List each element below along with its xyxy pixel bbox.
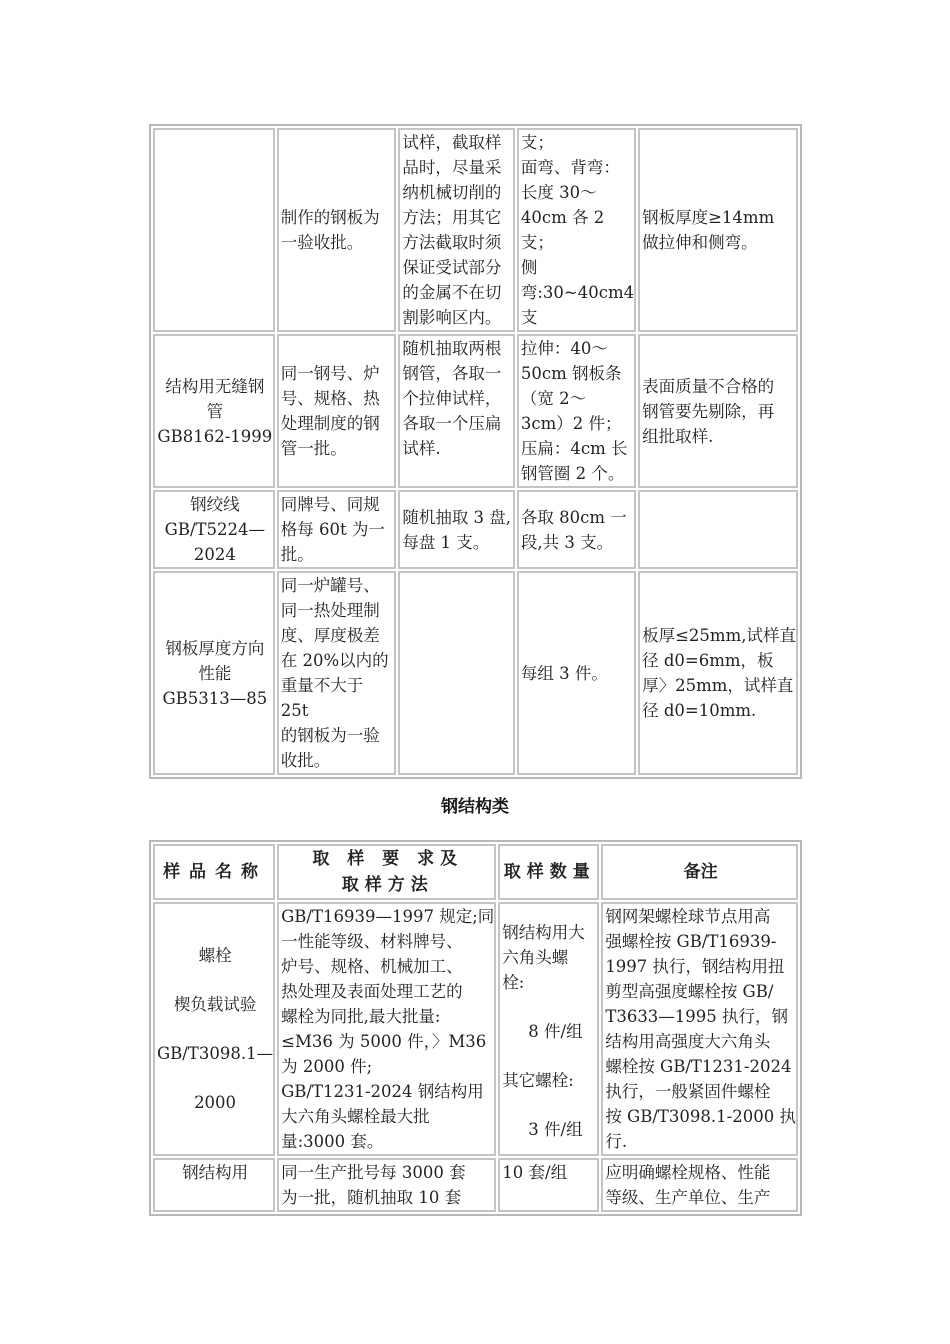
name-cell: 钢板厚度方向 性能 GB5313—85 (153, 571, 275, 775)
steel-sampling-table-1 (149, 124, 802, 779)
name-cell: 螺栓 楔负载试验 GB/T3098.1— 2000 (153, 902, 275, 1156)
header-quantity: 取样数量 (498, 844, 599, 900)
quantity-cell: 钢结构用大 六角头螺 栓: 8 件/组 其它螺栓: 3 件/组 (498, 902, 599, 1156)
name-cell: 钢绞线 GB/T5224— 2024 (153, 490, 275, 569)
batch-cell: 同一炉罐号、 同一热处理制 度、厚度极差 在 20%以内的 重量不大于 25t 的钢板为一验 收批。 (277, 571, 397, 775)
batch-cell: 同牌号、同规 格每 60t 为一 批。 (277, 490, 397, 569)
table-header-row (153, 844, 798, 900)
remark-cell: 表面质量不合格的 钢管要先剔除，再 组批取样. (638, 334, 798, 488)
name-cell: 结构用无缝钢 管 GB8162-1999 (153, 334, 275, 488)
quantity-cell: 10 套/组 (498, 1158, 599, 1212)
method-cell: 随机抽取 3 盘, 每盘 1 支。 (398, 490, 515, 569)
header-sample-name: 样品名称 (153, 844, 275, 900)
table-row (153, 490, 798, 569)
method-cell: 同一生产批号每 3000 套 为一批，随机抽取 10 套 (277, 1158, 496, 1212)
quantity-cell: 每组 3 件。 (517, 571, 636, 775)
steel-structure-sampling-table (149, 840, 802, 1216)
batch-cell: 同一钢号、炉 号、规格、热 处理制度的钢 管一批。 (277, 334, 397, 488)
method-cell (398, 571, 515, 775)
remark-cell (638, 490, 798, 569)
header-method: 取 样 要 求及 取样方法 (277, 844, 496, 900)
remark-cell: 钢网架螺栓球节点用高 强螺栓按 GB/T16939- 1997 执行，钢结构用扭 剪型高强度螺栓按 GB/ T3633—1995 执行，钢 结构用高强度大六角头 螺栓按 GB/T1231-2024 执行，一般紧固件螺栓 按 GB/T3098.1-2000 执 行. (601, 902, 798, 1156)
remark-cell: 应明确螺栓规格、性能 等级、生产单位、生产 (601, 1158, 798, 1212)
quantity-cell: 各取 80cm 一 段,共 3 支。 (517, 490, 636, 569)
remark-cell: 板厚≤25mm,试样直 径 d0=6mm，板 厚〉25mm，试样直 径 d0=10mm. (638, 571, 798, 775)
name-cell (153, 128, 275, 332)
header-remark: 备注 (601, 844, 798, 900)
batch-cell: 制作的钢板为 一验收批。 (277, 128, 397, 332)
method-cell: 随机抽取两根 钢管，各取一 个拉伸试样， 各取一个压扁 试样. (398, 334, 515, 488)
method-cell: 试样，截取样 品时，尽量采 纳机械切削的 方法；用其它 方法截取时须 保证受试部分 的金属不在切 割影响区内。 (398, 128, 515, 332)
name-cell: 钢结构用 (153, 1158, 275, 1212)
table-row (153, 571, 798, 775)
table-row (153, 128, 798, 332)
remark-cell: 钢板厚度≥14mm 做拉伸和侧弯。 (638, 128, 798, 332)
section-title: 钢结构类 (441, 797, 509, 817)
table-row (153, 1158, 798, 1212)
table-row (153, 334, 798, 488)
table-row (153, 902, 798, 1156)
quantity-cell: 拉伸：40～ 50cm 钢板条 （宽 2～ 3cm）2 件； 压扁：4cm 长 钢管圈 2 个。 (517, 334, 636, 488)
quantity-cell: 支； 面弯、背弯： 长度 30～ 40cm 各 2 支； 侧 弯:30~40cm4 支 (517, 128, 636, 332)
method-cell: GB/T16939—1997 规定;同 一性能等级、材料牌号、 炉号、规格、机械加工、 热处理及表面处理工艺的 螺栓为同批,最大批量: ≤M36 为 5000 件，〉M36 为 2000 件; GB/T1231-2024 钢结构用 大六角头螺栓最大批 量:3000 套。 (277, 902, 496, 1156)
